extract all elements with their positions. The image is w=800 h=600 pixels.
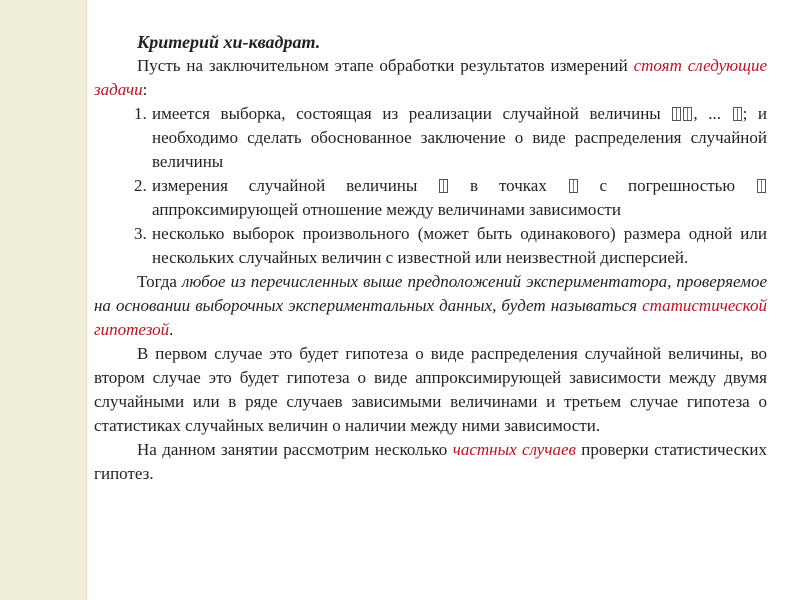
item-1-text-c: ; и необходимо сделать обоснованное заключение о виде распределения случайной величины bbox=[152, 104, 768, 171]
formula-placeholder-icon bbox=[569, 179, 578, 193]
left-bar-stripe bbox=[86, 0, 87, 600]
statistical-hypothesis-term: статистической гипотезой bbox=[94, 296, 767, 339]
final-text-b: проверки статистических гипотез. bbox=[94, 440, 767, 483]
item-2-text-a: измерения случайной величины bbox=[152, 176, 439, 195]
special-cases-term: частных случаев bbox=[452, 440, 576, 459]
final-text-a: На данном занятии рассмотрим несколько bbox=[137, 440, 453, 459]
cases-paragraph: В первом случае это будет гипотеза о виде распределения случайной величины, во втором случае это будет гипотеза о виде аппроксимирующей зависимости между двумя случайными или в ряде случаев зависимыми величинами и третьем случае гипотеза о статистиках случайных величин о наличии между ними зависимости. bbox=[94, 344, 767, 435]
formula-placeholder-icon bbox=[757, 179, 766, 193]
then-italic-text: любое из перечисленных выше предположений экспериментатора, проверяемое на основании выборочных экспериментальных данных, будет называться bbox=[94, 272, 767, 315]
item-2-text-b: в точках bbox=[449, 176, 568, 195]
formula-placeholder-icon bbox=[733, 107, 742, 121]
intro-paragraph bbox=[94, 54, 767, 102]
formula-placeholder-icon bbox=[672, 107, 681, 121]
item-1-text-b: , ... bbox=[693, 104, 732, 123]
item-1-text-a: имеется выборка, состоящая из реализации случайной величины bbox=[152, 104, 672, 123]
list-number-1: 1. bbox=[134, 104, 147, 123]
hypothesis-paragraph bbox=[94, 270, 767, 342]
then-text: Тогда bbox=[137, 272, 182, 291]
slide-title: Критерий хи-квадрат. bbox=[137, 32, 321, 52]
formula-placeholder-icon bbox=[683, 107, 692, 121]
final-paragraph bbox=[94, 438, 767, 486]
slide-content bbox=[94, 30, 767, 486]
list-item-3 bbox=[94, 222, 767, 270]
item-3-text: несколько выборок произвольного (может быть одинакового) размера одной или нескольких случайных величин с известной или неизвестной дисперсией. bbox=[152, 224, 767, 267]
formula-placeholder-icon bbox=[439, 179, 448, 193]
intro-highlight: стоят следующие задачи bbox=[94, 56, 767, 99]
then-tail: . bbox=[169, 320, 174, 339]
list-number-3: 3. bbox=[134, 224, 147, 243]
left-decorative-bar bbox=[0, 0, 87, 600]
item-2-text-c: с погрешностью bbox=[578, 176, 756, 195]
intro-tail: : bbox=[142, 80, 148, 99]
list-item-2 bbox=[94, 174, 767, 222]
item-2-text-d: аппроксимирующей отношение между величинами зависимости bbox=[152, 200, 621, 219]
list-number-2: 2. bbox=[134, 176, 147, 195]
intro-text: Пусть на заключительном этапе обработки результатов измерений bbox=[137, 56, 634, 75]
list-item-1 bbox=[94, 102, 767, 174]
task-list bbox=[94, 102, 767, 270]
